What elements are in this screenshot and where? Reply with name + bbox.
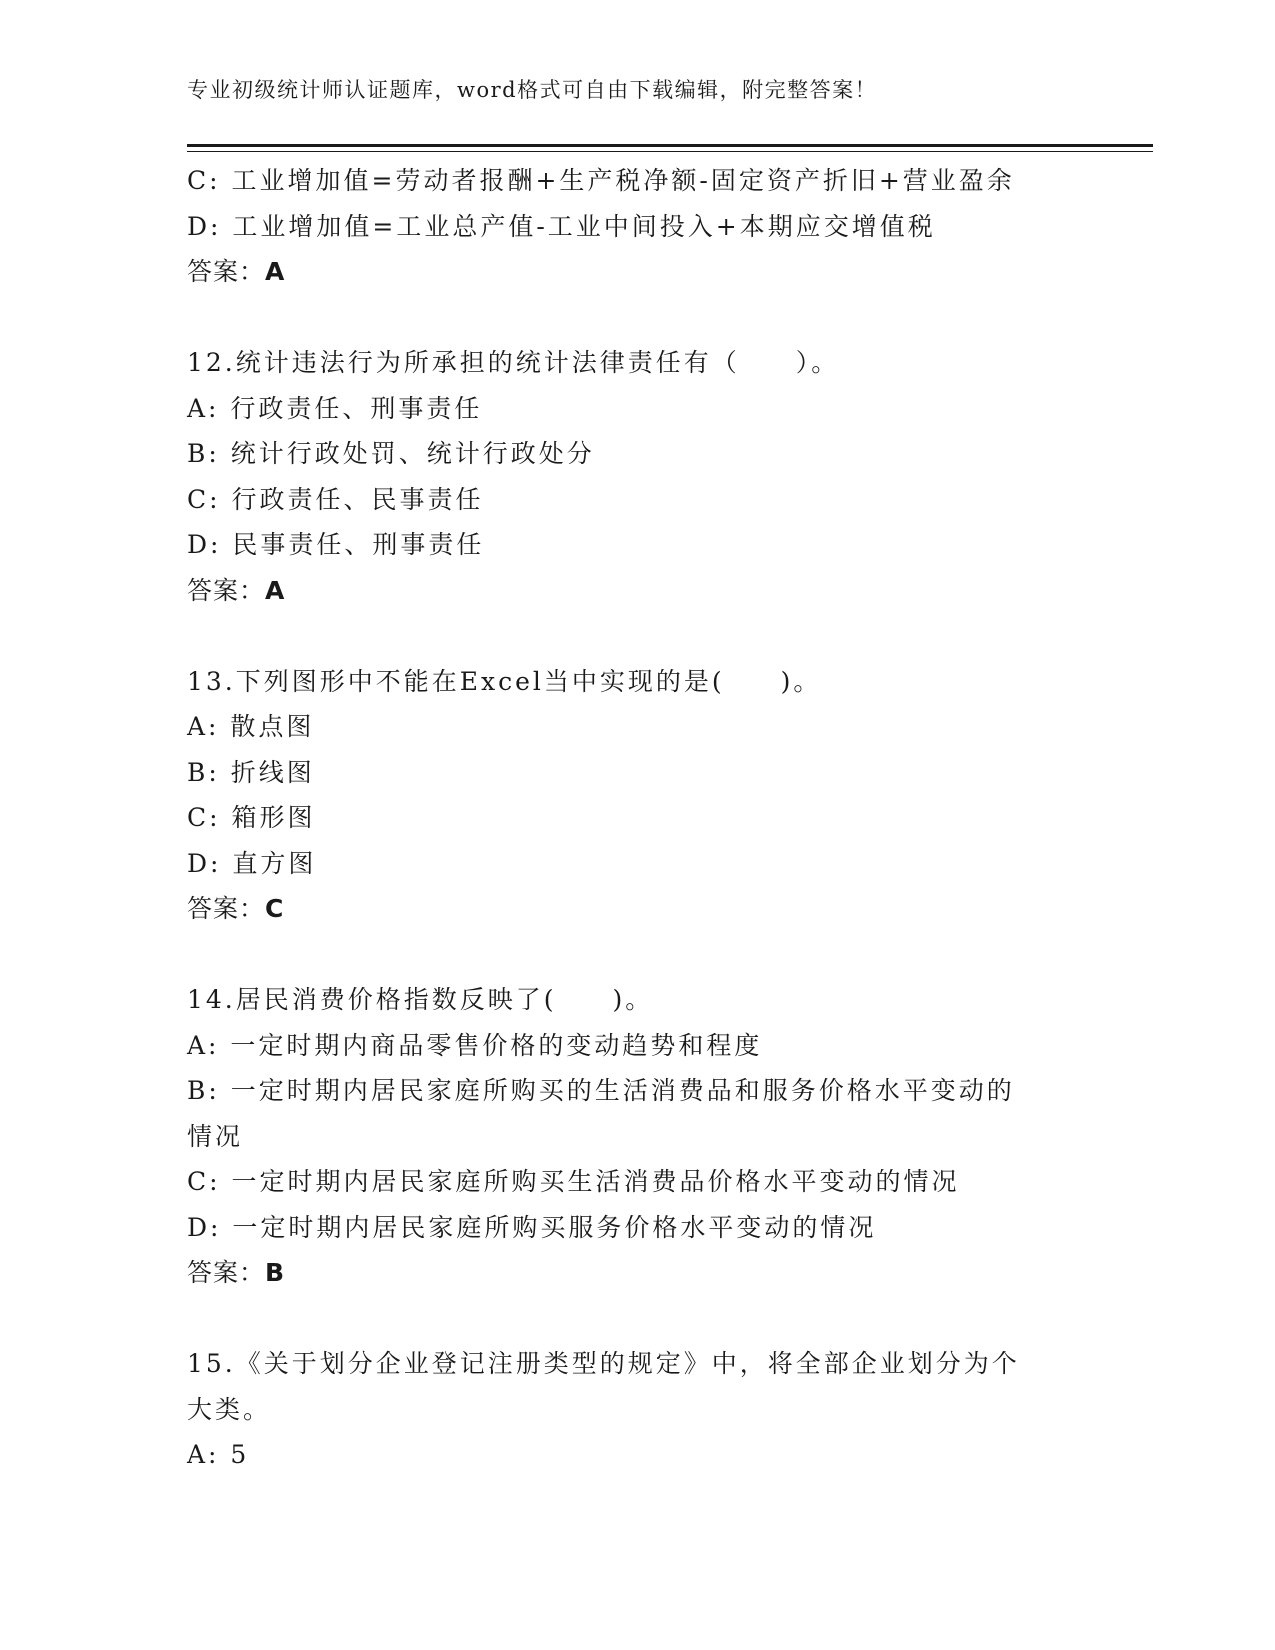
question-list	[187, 158, 1087, 1478]
page-header: 专业初级统计师认证题库，word格式可自由下载编辑，附完整答案！	[187, 78, 878, 102]
question-11-continued	[187, 158, 1087, 295]
answer-label: 答案：	[187, 894, 266, 923]
answer-line	[187, 886, 1087, 932]
question-stem: 15.《关于划分企业登记注册类型的规定》中，将全部企业划分为个大类。	[187, 1349, 1020, 1424]
option-c: C: 工业增加值=劳动者报酬+生产税净额-固定资产折旧+营业盈余	[187, 166, 1015, 195]
option-b: B: 折线图	[187, 757, 315, 787]
question-13	[187, 659, 1087, 932]
option-c: C: 箱形图	[187, 803, 316, 832]
option-d: D: 民事责任、刑事责任	[187, 530, 485, 559]
option-a: A: 一定时期内商品零售价格的变动趋势和程度	[187, 1030, 763, 1060]
spacer	[187, 1296, 1087, 1342]
answer-line	[187, 249, 1087, 295]
option-a: A: 行政责任、刑事责任	[187, 393, 483, 423]
option-d: D: 工业增加值=工业总产值-工业中间投入+本期应交增值税	[187, 211, 936, 241]
answer-label: 答案：	[187, 1258, 266, 1287]
question-stem: 12.统计违法行为所承担的统计法律责任有（ ）。	[187, 348, 840, 377]
header-rule-thin	[187, 151, 1153, 152]
option-d: D: 一定时期内居民家庭所购买服务价格水平变动的情况	[187, 1212, 877, 1242]
option-d: D: 直方图	[187, 848, 317, 878]
answer-line	[187, 568, 1087, 614]
question-14	[187, 977, 1087, 1296]
option-b: B: 一定时期内居民家庭所购买的生活消费品和服务价格水平变动的情况	[187, 1076, 1015, 1151]
question-stem: 13.下列图形中不能在Excel当中实现的是( )。	[187, 666, 822, 696]
answer-label: 答案：	[187, 257, 266, 286]
answer-value: A	[265, 257, 286, 286]
option-c: C: 一定时期内居民家庭所购买生活消费品价格水平变动的情况	[187, 1167, 960, 1196]
option-b: B: 统计行政处罚、统计行政处分	[187, 439, 595, 468]
option-a: A: 5	[187, 1440, 250, 1469]
answer-label: 答案：	[187, 575, 266, 605]
answer-value: C	[265, 894, 285, 923]
question-stem: 14.居民消费价格指数反映了( )。	[187, 985, 654, 1014]
answer-value: B	[265, 1258, 286, 1287]
header-rule-thick	[187, 144, 1153, 147]
answer-line	[187, 1250, 1087, 1296]
spacer	[187, 295, 1087, 341]
question-15	[187, 1341, 1087, 1478]
spacer	[187, 932, 1087, 978]
option-a: A: 散点图	[187, 712, 315, 741]
spacer	[187, 613, 1087, 659]
answer-value: A	[265, 575, 286, 605]
question-12	[187, 340, 1087, 613]
option-c: C: 行政责任、民事责任	[187, 484, 484, 514]
